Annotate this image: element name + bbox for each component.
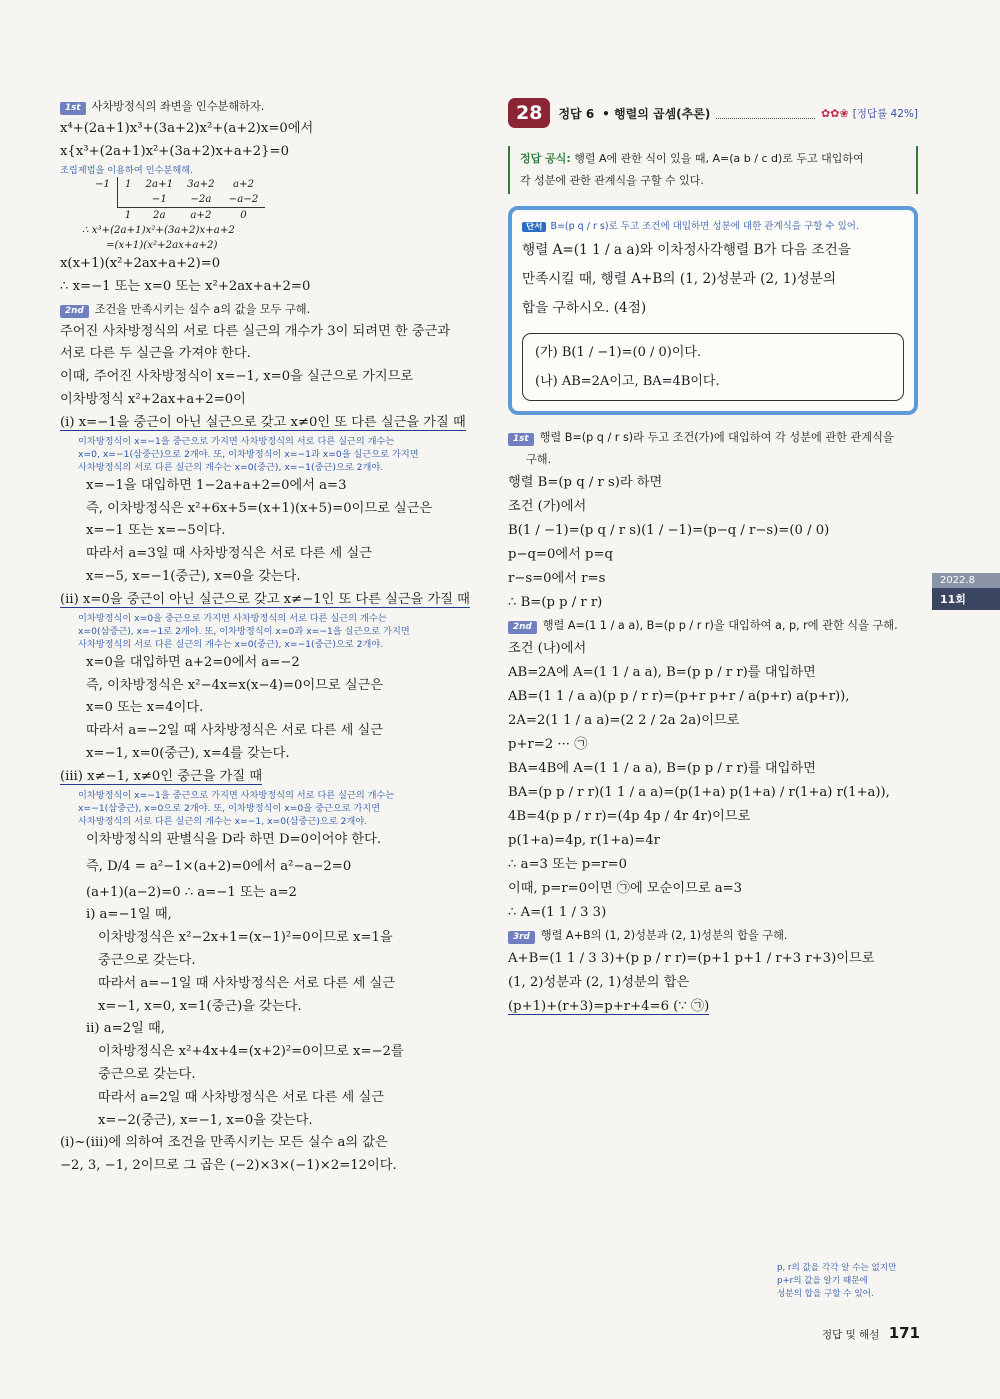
- step-text: 행렬 B=(p q / r s)라 두고 조건(가)에 대입하여 각 성분에 관한 관계식을: [539, 431, 894, 444]
- solution-line: A+B=(1 1 / 3 3)+(p p / r r)=(p+1 p+1 / r+3 r+3)이므로: [508, 951, 875, 966]
- solution-line: p−q=0에서 p=q: [508, 547, 613, 562]
- text-line: ⅱ) a=2일 때,: [86, 1021, 165, 1037]
- synth-conclusion-1: ∴ x³+(2a+1)x²+(3a+2)x+a+2: [82, 225, 235, 236]
- solution-line: BA=4B에 A=(1 1 / a a), B=(p p / r r)를 대입하면: [508, 761, 816, 776]
- synthetic-division-table: [60, 177, 478, 253]
- synth-row-2: [88, 192, 265, 208]
- case-note: 사차방정식의 서로 다른 실근의 개수는 x=0(중근), x=−1(중근)으로 2개야.: [78, 639, 384, 651]
- case-note: 사차방정식의 서로 다른 실근의 개수는 x=−1, x=0(삼중근)으로 2개야.: [78, 816, 368, 828]
- synth-cell: 2a+1: [145, 179, 174, 190]
- text-line: x=−1, x=0(중근), x=4를 갖는다.: [86, 745, 290, 761]
- case-note: x=0(삼중근), x=−1로 2개야. 또, 이차방정식이 x=0과 x=−1을 실근으로 가지면: [78, 625, 410, 637]
- exam-round: 11회: [932, 588, 1000, 610]
- step-tag: 1st: [60, 102, 86, 115]
- solution-line: (1, 2)성분과 (2, 1)성분의 합은: [508, 975, 690, 990]
- text-line: x=−1 또는 x=−5이다.: [86, 523, 226, 539]
- solution-line: p+r=2 ··· ㉠: [508, 737, 588, 752]
- solution-line: 4B=4(p p / r r)=(4p 4p / 4r 4r)이므로: [508, 809, 751, 824]
- final-answer-line: [508, 995, 918, 1019]
- step-text-cont: 구해.: [526, 453, 552, 466]
- text-line: 중근으로 갖는다.: [98, 1066, 196, 1082]
- formula-text: 각 성분에 관한 관계식을 구할 수 있다.: [520, 174, 704, 187]
- condition-na: (나) AB=2A이고, BA=4B이다.: [535, 374, 720, 389]
- synth-cell: a+2: [180, 208, 222, 224]
- step-2-header: [60, 299, 478, 321]
- condition-ga: (가) B(1 / −1)=(0 / 0)이다.: [535, 345, 702, 360]
- answer-formula-box: [508, 146, 918, 194]
- synth-cell: 3a+2: [187, 179, 215, 190]
- condition-box: [522, 333, 904, 401]
- text-line: 즉, 이차방정식은 x²−4x=x(x−4)=0이므로 실근은: [86, 677, 384, 693]
- hint-text: B=(p q / r s)로 두고 조건에 대입하면 성분에 대한 관계식을 구할 수 있어.: [550, 221, 859, 232]
- step-tag: 1st: [508, 433, 534, 446]
- case-note: x=−1(삼중근), x=0으로 2개야. 또, 이차방정식이 x=0을 중근으로 가지면: [78, 802, 381, 814]
- page-number: 171: [888, 1324, 920, 1342]
- step-2-header: [508, 615, 918, 637]
- text-line: 중근으로 갖는다.: [98, 952, 196, 968]
- step-tag: 2nd: [508, 621, 537, 634]
- side-note-line: p, r의 값을 각각 알 수는 없지만: [777, 1263, 897, 1273]
- solution-line: 2A=2(1 1 / a a)=(2 2 / 2a 2a)이므로: [508, 713, 740, 728]
- case-heading-text: (ⅱ) x=0을 중근이 아닌 실근으로 갖고 x≠−1인 또 다른 실근을 가질 때: [60, 591, 470, 607]
- synth-cell: −2a: [190, 194, 212, 205]
- synth-conclusion-2: =(x+1)(x²+2ax+a+2): [106, 240, 218, 251]
- eq-line: x{x³+(2a+1)x²+(3a+2)x+a+2}=0: [60, 143, 289, 159]
- formula-label: 정답 공식:: [520, 152, 571, 165]
- text-line: ⅰ) a=−1일 때,: [86, 907, 172, 923]
- page-footer: [822, 1324, 920, 1342]
- case-2-heading: [60, 589, 478, 612]
- step-text: 사차방정식의 좌변을 인수분해하자.: [91, 100, 265, 113]
- hint-tag: 단서: [522, 222, 546, 232]
- question-box: [508, 206, 918, 415]
- synth-cell: 1: [118, 208, 139, 224]
- solution-line: B(1 / −1)=(p q / r s)(1 / −1)=(p−q / r−s)=(0 / 0): [508, 523, 830, 538]
- synth-cell: −1: [151, 194, 167, 205]
- synth-cell: a+2: [232, 179, 255, 190]
- text-line: 따라서 a=3일 때 사차방정식은 서로 다른 세 실근: [86, 546, 372, 562]
- case-note: 이차방정식이 x=0을 중근으로 가지면 사차방정식의 서로 다른 실근의 개수는: [78, 612, 387, 624]
- step-tag: 3rd: [508, 931, 535, 944]
- synth-cell: −1: [95, 179, 111, 190]
- solution-line: 조건 (나)에서: [508, 641, 587, 656]
- text-line: 따라서 a=2일 때 사차방정식은 서로 다른 세 실근: [98, 1089, 384, 1105]
- solution-line: 이때, p=r=0이면 ㉠에 모순이므로 a=3: [508, 881, 743, 896]
- case-note: 이차방정식이 x=−1을 중근으로 가지면 사차방정식의 서로 다른 실근의 개수는: [78, 789, 395, 801]
- right-column: [508, 96, 918, 1019]
- solution-line: AB=(1 1 / a a)(p p / r r)=(p+r p+r / a(p+r) a(p+r)),: [508, 689, 850, 704]
- text-line: x=−5, x=−1(중근), x=0을 갖는다.: [86, 568, 301, 584]
- side-note: [777, 1262, 927, 1301]
- difficulty-stars: ✿✿❀: [821, 106, 849, 120]
- step-1-header: [508, 427, 918, 449]
- text-line: (a+1)(a−2)=0 ∴ a=−1 또는 a=2: [86, 884, 297, 900]
- case-note: 사차방정식의 서로 다른 실근의 개수는 x=0(중근), x=−1(중근)으로 2개야.: [78, 462, 384, 474]
- question-text: 합을 구하시오. (4점): [522, 300, 647, 316]
- synth-cell: −a−2: [228, 194, 259, 205]
- case-heading-text: (ⅰ) x=−1을 중근이 아닌 실근으로 갖고 x≠0인 또 다른 실근을 가질 때: [60, 414, 466, 430]
- case-3-heading: [60, 766, 478, 789]
- solution-line: ∴ a=3 또는 p=r=0: [508, 857, 627, 872]
- text-line: 이차방정식의 판별식을 D라 하면 D=0이어야 한다.: [86, 831, 382, 847]
- case-heading-text: (ⅲ) x≠−1, x≠0인 중근을 가질 때: [60, 768, 263, 784]
- side-note-line: p+r의 값을 알기 때문에: [777, 1276, 868, 1286]
- solution-line: ∴ A=(1 1 / 3 3): [508, 905, 607, 920]
- solution-line: AB=2A에 A=(1 1 / a a), B=(p p / r r)를 대입하면: [508, 665, 816, 680]
- text-line: 즉, D/4 = a²−1×(a+2)=0에서 a²−a−2=0: [86, 858, 352, 874]
- synth-cell: 0: [222, 208, 266, 224]
- eq-line: x(x+1)(x²+2ax+a+2)=0: [60, 256, 221, 271]
- question-number: 28: [508, 98, 550, 128]
- solution-line: 행렬 B=(p q / r s)라 하면: [508, 475, 663, 490]
- text-line: 즉, 이차방정식은 x²+6x+5=(x+1)(x+5)=0이므로 실근은: [86, 500, 433, 516]
- text-line: 이때, 주어진 사차방정식이 x=−1, x=0을 실근으로 가지므로: [60, 369, 414, 385]
- step-text: 조건을 만족시키는 실수 a의 값을 모두 구해.: [94, 302, 311, 316]
- synthetic-division-note: 조립제법을 이용하여 인수분해해.: [60, 164, 194, 176]
- answer-label: 정답 6: [558, 106, 595, 121]
- solution-line: p(1+a)=4p, r(1+a)=4r: [508, 833, 660, 848]
- leader-dots: [716, 108, 815, 119]
- final-line: −2, 3, −1, 2이므로 그 곱은 (−2)×3×(−1)×2=12이다.: [60, 1158, 397, 1174]
- case-note: x=0, x=−1(삼중근)으로 2개야. 또, 이차방정식이 x=−1과 x=0을 실근으로 가지면: [78, 448, 419, 460]
- solution-line: 조건 (가)에서: [508, 499, 587, 514]
- solution-line: r−s=0에서 r=s: [508, 571, 606, 586]
- step-1-header: [60, 96, 478, 118]
- text-line: 이차방정식은 x²+4x+4=(x+2)²=0이므로 x=−2를: [98, 1044, 404, 1060]
- text-line: 주어진 사차방정식의 서로 다른 실근의 개수가 3이 되려면 한 중근과: [60, 323, 451, 339]
- question-topic: • 행렬의 곱셈(추론): [602, 106, 711, 121]
- synth-cell: 2a: [139, 208, 181, 224]
- question-text: 만족시킬 때, 행렬 A+B의 (1, 2)성분과 (2, 1)성분의: [522, 271, 837, 287]
- text-line: 따라서 a=−2일 때 사차방정식은 서로 다른 세 실근: [86, 723, 383, 739]
- text-line: 이차방정식은 x²−2x+1=(x−1)²=0이므로 x=1을: [98, 930, 393, 946]
- text-line: x=−1을 대입하면 1−2a+a+2=0에서 a=3: [86, 477, 347, 493]
- eq-line: ∴ x=−1 또는 x=0 또는 x²+2ax+a+2=0: [60, 278, 311, 294]
- step-tag: 2nd: [60, 305, 89, 318]
- text-line: x=0 또는 x=4이다.: [86, 700, 204, 716]
- text-line: 이차방정식 x²+2ax+a+2=0이: [60, 391, 246, 407]
- eq-line: x⁴+(2a+1)x³+(3a+2)x²+(a+2)x=0에서: [60, 121, 314, 136]
- question-text: 행렬 A=(1 1 / a a)와 이차정사각행렬 B가 다음 조건을: [522, 242, 851, 258]
- side-note-line: 성분의 합을 구할 수 있어.: [777, 1289, 874, 1299]
- synth-row-1: [88, 177, 265, 192]
- text-line: x=0을 대입하면 a+2=0에서 a=−2: [86, 654, 300, 670]
- hint-line: [522, 218, 904, 236]
- text-line: 서로 다른 두 실근을 가져야 한다.: [60, 346, 251, 362]
- question-header: [508, 96, 918, 130]
- footer-label: 정답 및 해설: [821, 1329, 880, 1341]
- left-column: [60, 96, 478, 1178]
- step-text: 행렬 A=(1 1 / a a), B=(p p / r r)을 대입하여 a, p, r에 관한 식을 구해.: [542, 619, 898, 632]
- synth-row-3: [88, 208, 265, 224]
- text-line: x=−2(중근), x=−1, x=0을 갖는다.: [98, 1112, 313, 1128]
- case-note: 이차방정식이 x=−1을 중근으로 가지면 사차방정식의 서로 다른 실근의 개수는: [78, 435, 395, 447]
- step-3-header: [508, 925, 918, 947]
- step-text: 행렬 A+B의 (1, 2)성분과 (2, 1)성분의 합을 구해.: [540, 929, 788, 942]
- solution-line: ∴ B=(p p / r r): [508, 595, 603, 610]
- solution-body: [508, 427, 918, 1019]
- correct-rate: [정답률 42%]: [852, 107, 918, 120]
- formula-text: 행렬 A에 관한 식이 있을 때, A=(a b / c d)로 두고 대입하여: [574, 152, 864, 165]
- case-1-heading: [60, 412, 478, 435]
- text-line: x=−1, x=0, x=1(중근)을 갖는다.: [98, 998, 302, 1014]
- exam-year: 2022.8: [932, 573, 1000, 588]
- solution-line: BA=(p p / r r)(1 1 / a a)=(p(1+a) p(1+a) / r(1+a) r(1+a)),: [508, 785, 890, 800]
- final-line: (ⅰ)~(ⅲ)에 의하여 조건을 만족시키는 모든 실수 a의 값은: [60, 1135, 388, 1151]
- exam-side-tab: [932, 573, 1000, 610]
- final-answer: (p+1)+(r+3)=p+r+4=6 (∵ ㉠): [508, 999, 710, 1014]
- synth-cell: 1: [118, 177, 139, 192]
- text-line: 따라서 a=−1일 때 사차방정식은 서로 다른 세 실근: [98, 975, 395, 991]
